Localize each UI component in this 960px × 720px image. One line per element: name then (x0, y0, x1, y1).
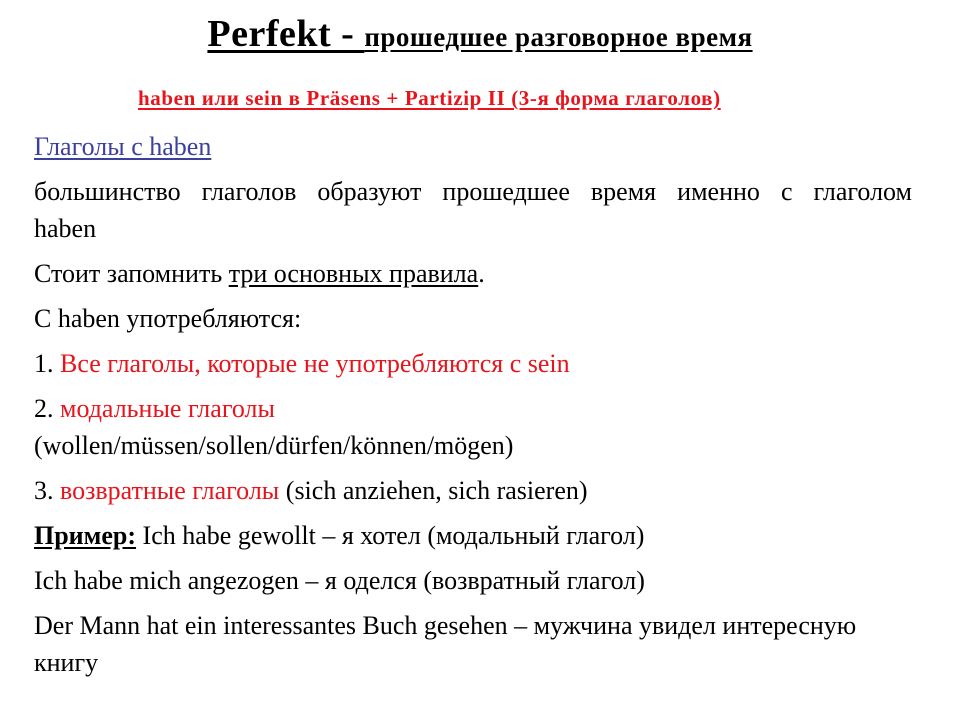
rules-sentence (34, 255, 912, 292)
title-main: Perfekt - (207, 13, 365, 55)
rule-item-1 (34, 345, 912, 382)
formula-subtitle: haben или sein в Präsens + Partizip II (3-я форма глаголов) (138, 86, 721, 110)
rule-number: 1. (34, 349, 60, 378)
rule-highlight: Все глаголы, которые не употребляются с sein (60, 349, 570, 378)
section-heading[interactable] (34, 128, 912, 165)
title-sub: прошедшее разговорное время (364, 22, 753, 52)
example-label: Пример: (34, 521, 137, 550)
rule-highlight: модальные глаголы (60, 394, 275, 423)
example-text: Ich habe gewollt – я хотел (модальный глагол) (136, 521, 645, 550)
rules-prefix: Стоит запомнить (34, 259, 229, 288)
rule-item-2 (34, 390, 912, 464)
rule-item-3 (34, 472, 912, 509)
page-title (0, 12, 960, 56)
used-with-line: С haben употребляются: (34, 304, 302, 333)
slide-body (34, 128, 912, 689)
example-1 (34, 517, 912, 554)
rule-detail: (wollen/müssen/sollen/dürfen/können/mögen) (34, 431, 514, 460)
intro-paragraph: большинство глаголов образуют прошедшее время именно с глаголом haben (34, 177, 912, 243)
example-2: Ich habe mich angezogen – я оделся (возвратный глагол) (34, 566, 645, 595)
section-heading-link[interactable]: Глаголы с haben (34, 132, 212, 161)
rules-underlined: три основных правила (228, 259, 479, 288)
rule-highlight: возвратные глаголы (60, 476, 280, 505)
rule-detail: (sich anziehen, sich rasieren) (279, 476, 588, 505)
example-3: Der Mann hat ein interessantes Buch gesehen – мужчина увидел интересную книгу (34, 611, 857, 677)
rule-number: 2. (34, 394, 60, 423)
rules-suffix: . (478, 259, 485, 288)
rule-number: 3. (34, 476, 60, 505)
